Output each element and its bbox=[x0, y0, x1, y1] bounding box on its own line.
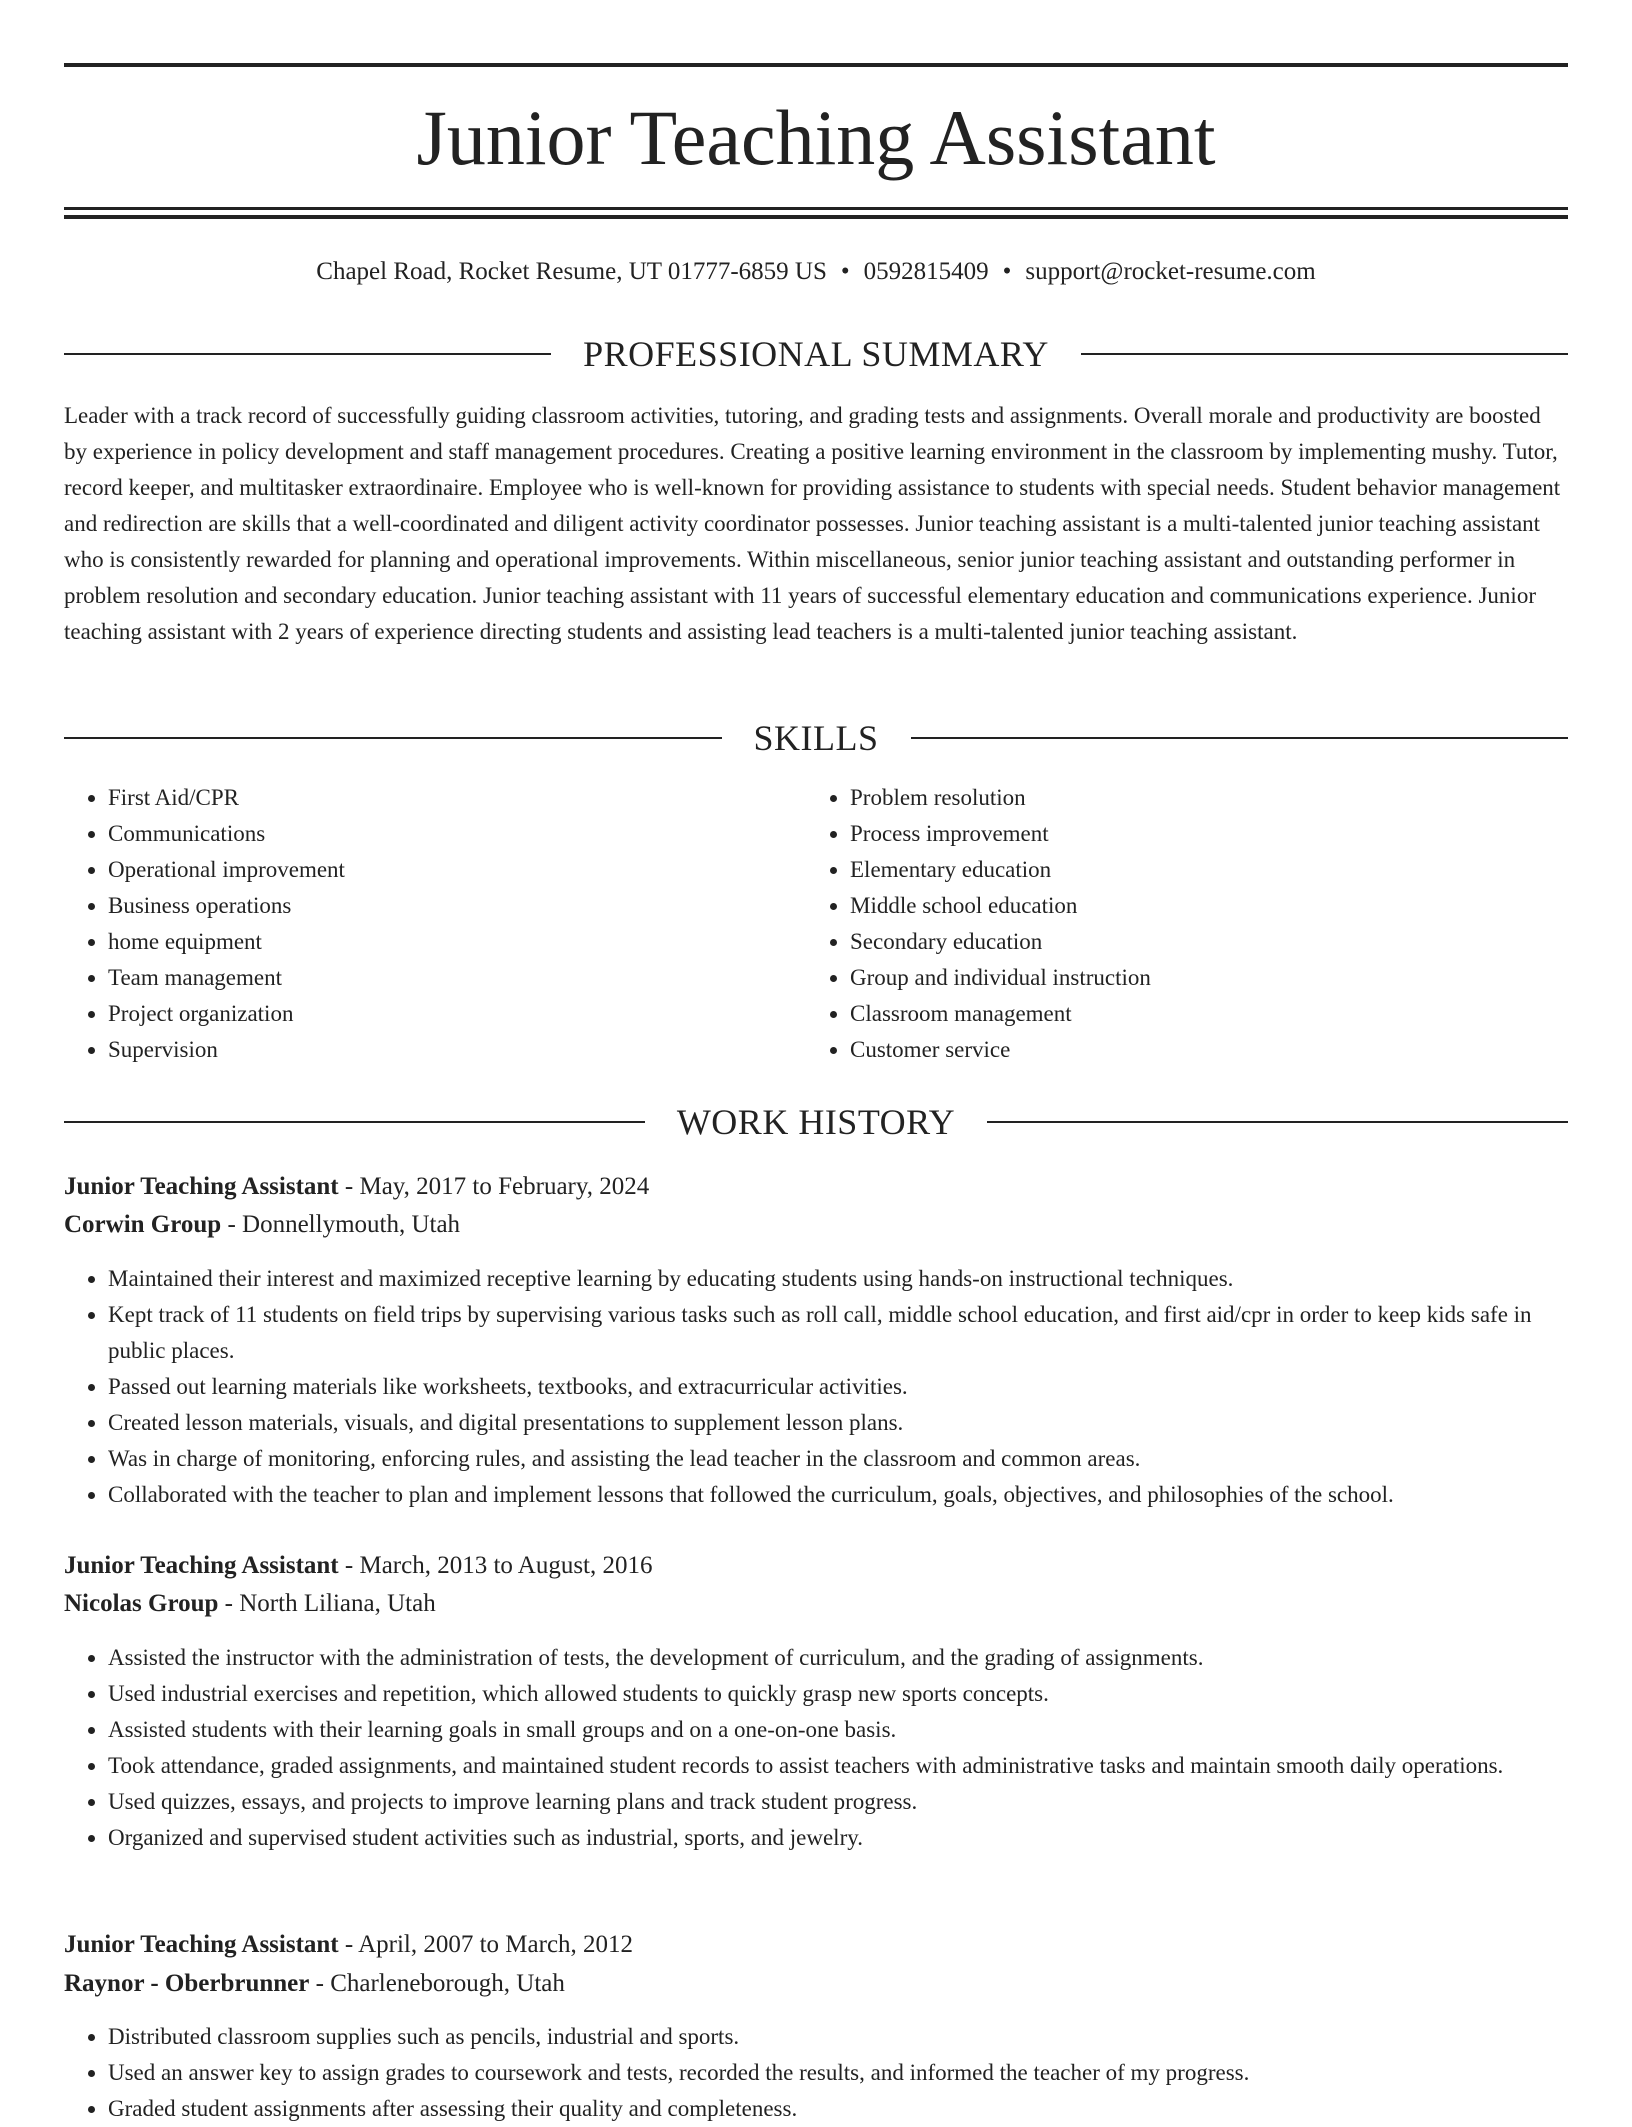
contact-separator: • bbox=[840, 258, 850, 285]
job-company-line bbox=[64, 1206, 1568, 1244]
job-bullet: • Maintained their interest and maximized receptive learning by educating students using hands-on instructional techniques. bbox=[108, 1261, 1568, 1297]
job-bullet: • Used an answer key to assign grades to coursework and tests, recorded the results, and informed the teacher of my progress. bbox=[108, 2055, 1568, 2091]
skill-item: • Business operations bbox=[108, 888, 808, 924]
job-bullet: • Assisted students with their learning goals in small groups and on a one-on-one basis. bbox=[108, 1712, 1568, 1748]
job-bullet: • Took attendance, graded assignments, and maintained student records to assist teachers with administrative tasks and maintain smooth daily operations. bbox=[108, 1748, 1568, 1784]
heading-rule-left bbox=[64, 353, 551, 355]
summary-heading-text: PROFESSIONAL SUMMARY bbox=[583, 334, 1049, 374]
skill-item: • Problem resolution bbox=[850, 780, 1550, 816]
job-bullets bbox=[64, 2019, 1568, 2127]
job-bullet: • Organized and supervised student activities such as industrial, sports, and jewelry. bbox=[108, 1820, 1568, 1856]
job-location: - North Liliana, Utah bbox=[218, 1590, 436, 1617]
contact-phone: 0592815409 bbox=[863, 258, 989, 285]
skill-item: • Process improvement bbox=[850, 816, 1550, 852]
job-company-line bbox=[64, 1965, 1568, 2003]
skills-heading-text: SKILLS bbox=[753, 718, 879, 758]
job-bullet: • Created lesson materials, visuals, and digital presentations to supplement lesson plans. bbox=[108, 1405, 1568, 1441]
work-heading bbox=[64, 1100, 1568, 1144]
job-bullets bbox=[64, 1640, 1568, 1856]
heading-rule-left bbox=[64, 1121, 645, 1123]
top-rule bbox=[64, 63, 1568, 67]
contact-separator: • bbox=[1002, 258, 1012, 285]
job-bullet: • Passed out learning materials like worksheets, textbooks, and extracurricular activities. bbox=[108, 1369, 1568, 1405]
job-location: - Charleneborough, Utah bbox=[309, 1970, 565, 1997]
skill-item: • Project organization bbox=[108, 996, 808, 1032]
job-bullet: • Collaborated with the teacher to plan and implement lessons that followed the curriculum, goals, objectives, and philosophies of the school. bbox=[108, 1477, 1568, 1513]
work-heading-text: WORK HISTORY bbox=[676, 1102, 956, 1142]
job-bullet: • Distributed classroom supplies such as pencils, industrial and sports. bbox=[108, 2019, 1568, 2055]
job-company: Raynor - Oberbrunner bbox=[64, 1970, 310, 1997]
job-dates: - April, 2007 to March, 2012 bbox=[338, 1931, 634, 1958]
job-bullet: • Graded student assignments after assessing their quality and completeness. bbox=[108, 2091, 1568, 2127]
job-bullet: • Was in charge of monitoring, enforcing rules, and assisting the lead teacher in the classroom and common areas. bbox=[108, 1441, 1568, 1477]
job-dates: - May, 2017 to February, 2024 bbox=[338, 1173, 650, 1200]
skill-item: • Supervision bbox=[108, 1032, 808, 1068]
skill-item: • Group and individual instruction bbox=[850, 960, 1550, 996]
skill-item: • home equipment bbox=[108, 924, 808, 960]
heading-rule-right bbox=[1081, 353, 1568, 355]
heading-rule-left bbox=[64, 737, 722, 739]
heading-rule-right bbox=[911, 737, 1569, 739]
title-rule-upper bbox=[64, 207, 1568, 210]
job-title: Junior Teaching Assistant bbox=[64, 1931, 339, 1958]
skill-item: • Team management bbox=[108, 960, 808, 996]
skill-item: • First Aid/CPR bbox=[108, 780, 808, 816]
job-title-line bbox=[64, 1547, 1568, 1585]
skill-item: • Operational improvement bbox=[108, 852, 808, 888]
contact-email: support@rocket-resume.com bbox=[1025, 258, 1316, 285]
job-title: Junior Teaching Assistant bbox=[64, 1552, 339, 1579]
job-bullet: • Kept track of 11 students on field trips by supervising various tasks such as roll call, middle school education, and first aid/cpr in order to keep kids safe in public places. bbox=[108, 1297, 1568, 1369]
skill-item: • Secondary education bbox=[850, 924, 1550, 960]
heading-rule-right bbox=[987, 1121, 1568, 1123]
job-location: - Donnellymouth, Utah bbox=[221, 1211, 461, 1238]
skill-item: • Elementary education bbox=[850, 852, 1550, 888]
job-title-line bbox=[64, 1168, 1568, 1206]
skill-item: • Middle school education bbox=[850, 888, 1550, 924]
skills-heading bbox=[64, 716, 1568, 760]
job-dates: - March, 2013 to August, 2016 bbox=[338, 1552, 653, 1579]
contact-address: Chapel Road, Rocket Resume, UT 01777-6859 US bbox=[316, 258, 827, 285]
job-company: Nicolas Group bbox=[64, 1590, 219, 1617]
job-company-line bbox=[64, 1585, 1568, 1623]
summary-text: Leader with a track record of successfully guiding classroom activities, tutoring, and grading tests and assignments. Overall morale and productivity are boosted by experience in policy development and staff management procedures. Creating a positive learning environment in the classroom by implementing mushy. Tutor, record keeper, and multitasker extraordinaire. Employee who is well-known for providing assistance to students with special needs. Student behavior management and redirection are skills that a well-coordinated and diligent activity coordinator possesses. Junior teaching assistant is a multi-talented junior teaching assistant who is consistently rewarded for planning and operational improvements. Within miscellaneous, senior junior teaching assistant and outstanding performer in problem resolution and secondary education. Junior teaching assistant with 11 years of successful elementary education and communications experience. Junior teaching assistant with 2 years of experience directing students and assisting lead teachers is a multi-talented junior teaching assistant. bbox=[64, 403, 1561, 644]
skill-item: • Classroom management bbox=[850, 996, 1550, 1032]
skill-item: • Communications bbox=[108, 816, 808, 852]
skills-list-right bbox=[806, 780, 1550, 1068]
resume-title: Junior Teaching Assistant bbox=[416, 94, 1216, 181]
contact-line bbox=[64, 252, 1568, 292]
skill-item: • Customer service bbox=[850, 1032, 1550, 1068]
summary-heading bbox=[64, 332, 1568, 376]
skills-list-left bbox=[64, 780, 808, 1068]
job-bullet: • Assisted the instructor with the administration of tests, the development of curriculum, and the grading of assignments. bbox=[108, 1640, 1568, 1676]
job-title-line bbox=[64, 1926, 1568, 1964]
job-bullet: • Used industrial exercises and repetition, which allowed students to quickly grasp new sports concepts. bbox=[108, 1676, 1568, 1712]
job-company: Corwin Group bbox=[64, 1211, 222, 1238]
job-bullets bbox=[64, 1261, 1568, 1513]
job-bullet: • Used quizzes, essays, and projects to improve learning plans and track student progress. bbox=[108, 1784, 1568, 1820]
job-title: Junior Teaching Assistant bbox=[64, 1173, 339, 1200]
title-rule-lower bbox=[64, 215, 1568, 219]
